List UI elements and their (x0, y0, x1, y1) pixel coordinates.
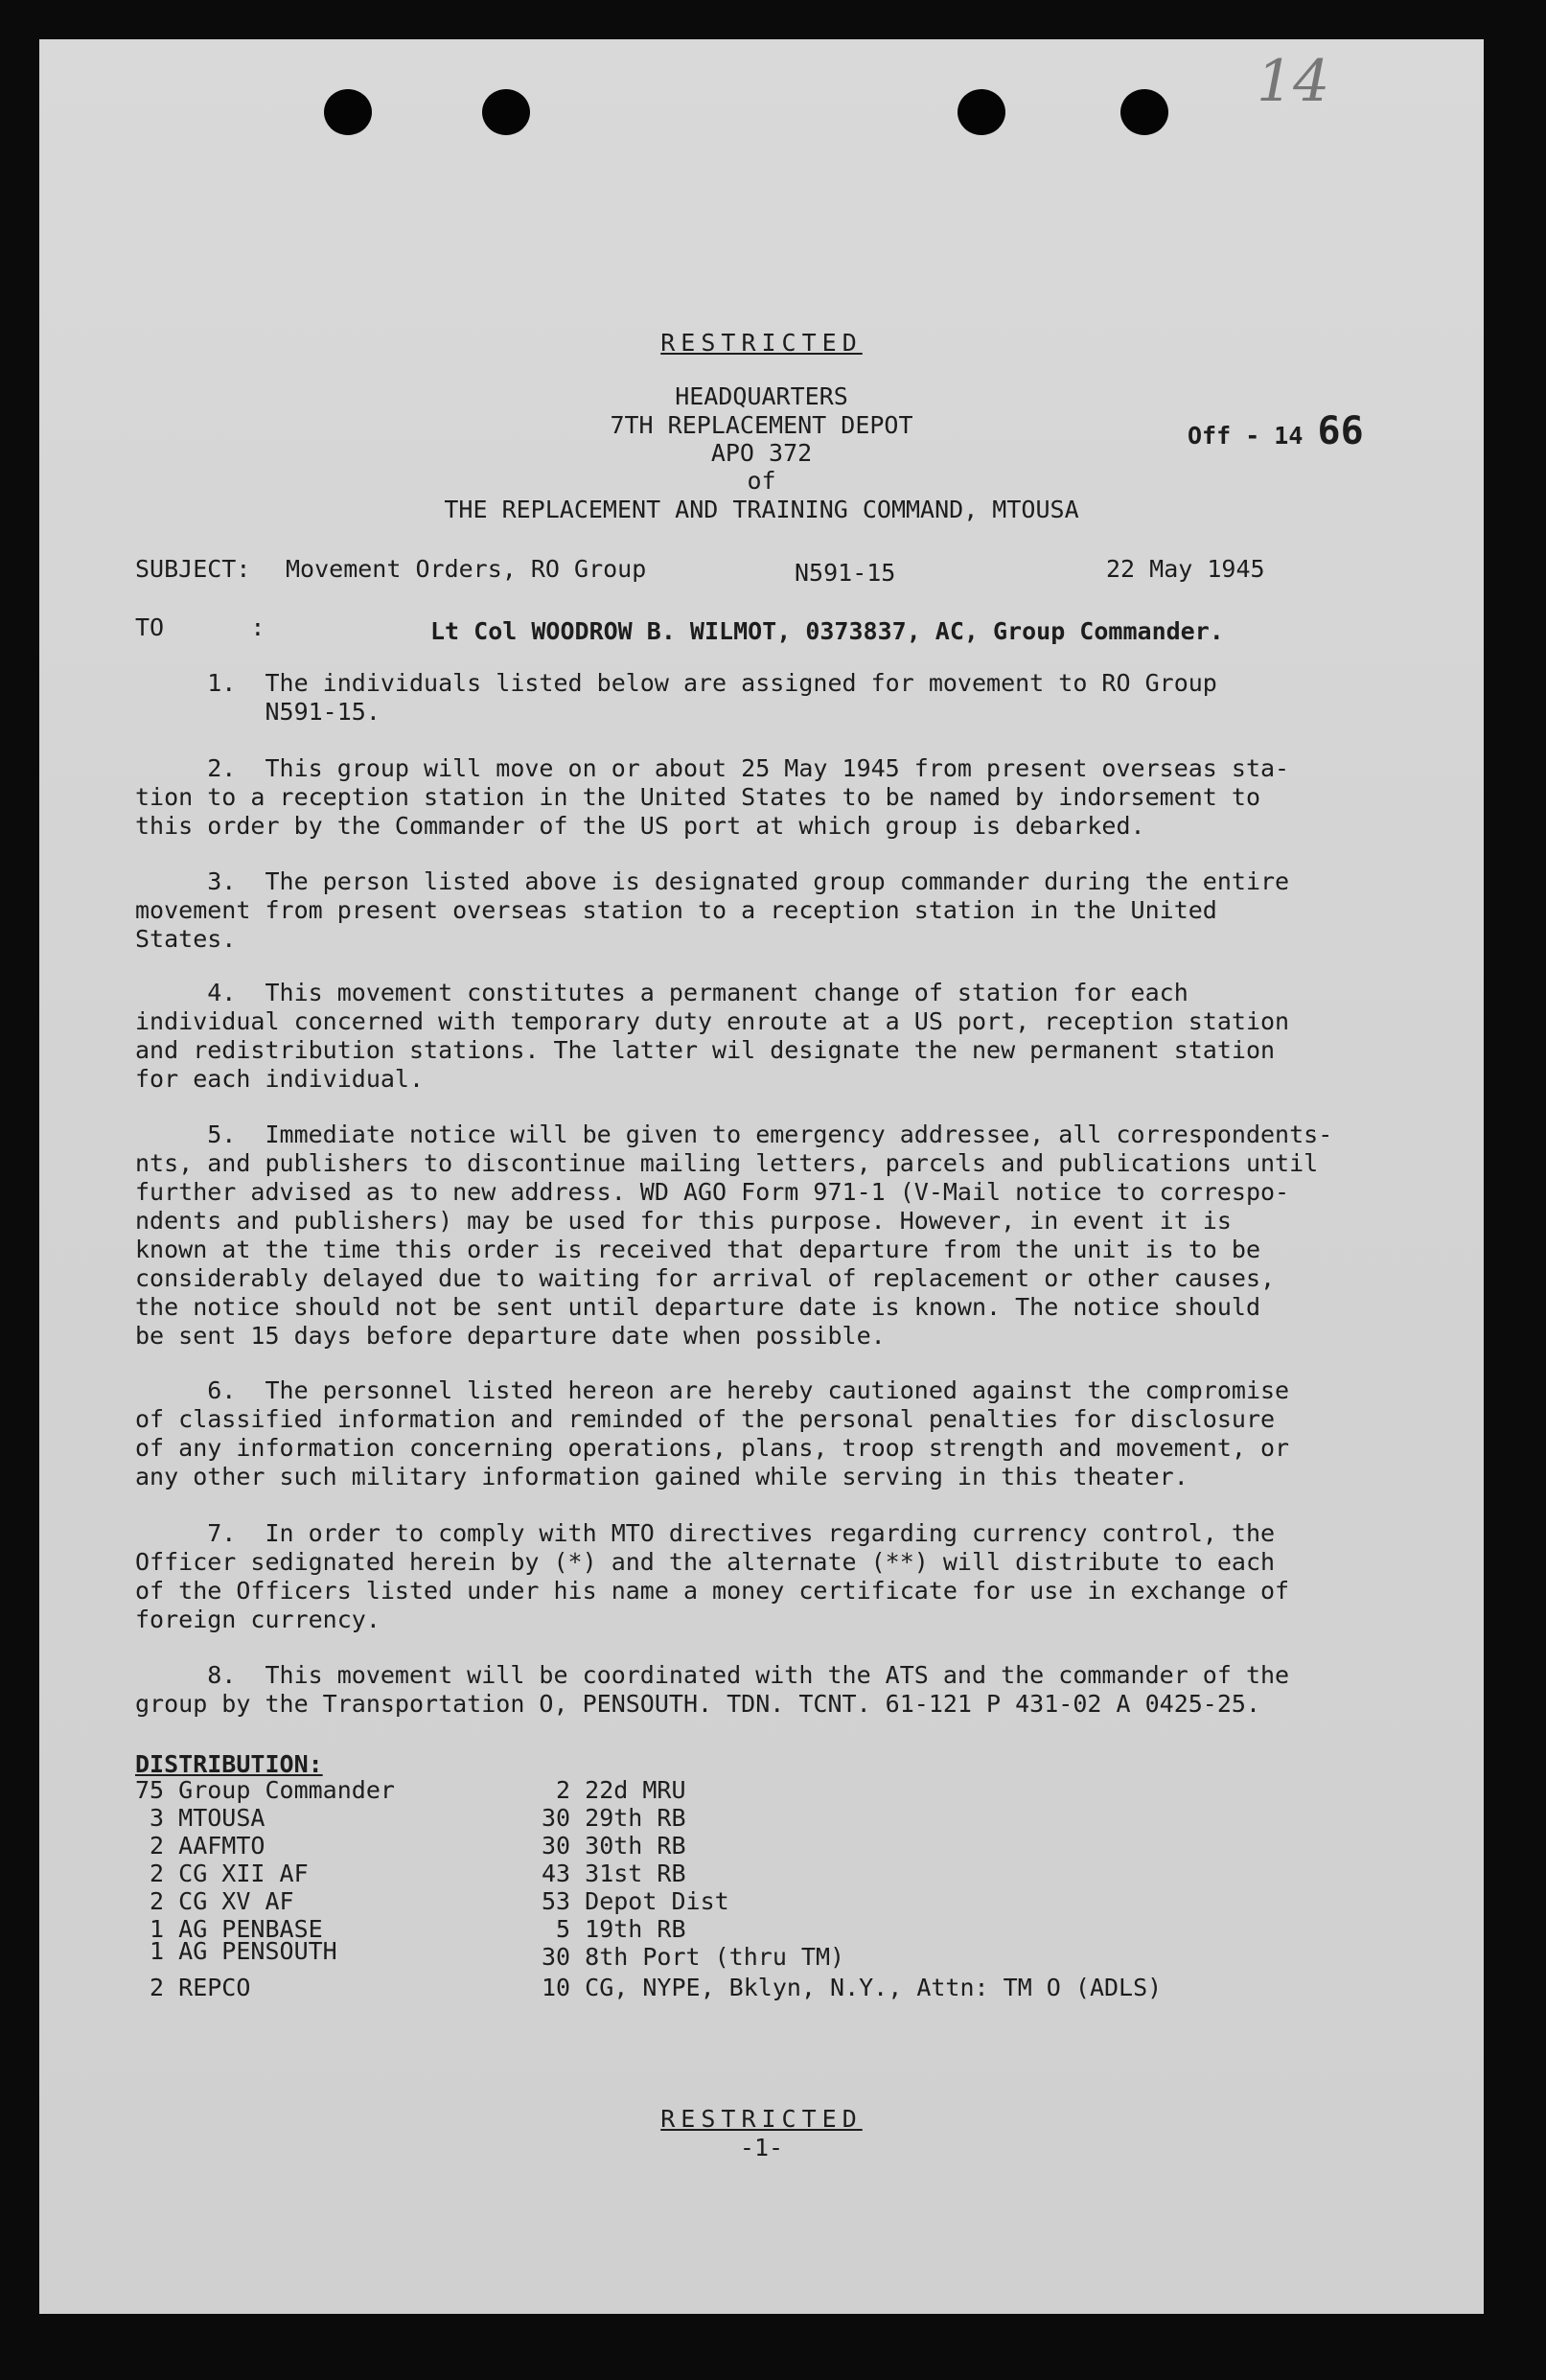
header-line-3: APO 372 (710, 439, 813, 467)
header-line-5: THE REPLACEMENT AND TRAINING COMMAND, MTOUSA (444, 496, 1079, 523)
classification-footer: RESTRICTED (660, 2105, 863, 2133)
distribution-entry: 1 AG PENBASE (135, 1915, 323, 1943)
distribution-entry: 53 Depot Dist (542, 1887, 729, 1915)
distribution-entry: 2 CG XV AF (135, 1887, 294, 1915)
page-number: -1- (739, 2134, 784, 2161)
paragraph-6: 6. The personnel listed hereon are hereby cautioned against the compromise of classified information and reminded of the personal penalties for disclosure of any information concerning operations, plans, troop strength and movement, or any other such military information gained while serving in this theater. (135, 1376, 1290, 1490)
distribution-entry: 30 8th Port (thru TM) (542, 1943, 845, 1971)
distribution-entry: 2 CG XII AF (135, 1860, 309, 1887)
document-page (39, 39, 1484, 2314)
handwritten-page-number: 14 (1257, 48, 1330, 115)
punch-hole (324, 89, 372, 135)
distribution-entry: 43 31st RB (542, 1860, 686, 1887)
classification-header: RESTRICTED (660, 329, 863, 357)
header-line-2: 7TH REPLACEMENT DEPOT (610, 411, 913, 439)
to-value: Lt Col WOODROW B. WILMOT, 0373837, AC, Group Commander. (430, 617, 1224, 645)
distribution-entry: 2 AAFMTO (135, 1832, 265, 1860)
distribution-entry: 5 19th RB (542, 1915, 686, 1943)
file-reference: Off - 14 66 (1188, 409, 1364, 453)
order-number: N591-15 (795, 559, 896, 587)
distribution-entry: 10 CG, NYPE, Bklyn, N.Y., Attn: TM O (ADLS) (542, 1974, 1163, 2001)
paragraph-8: 8. This movement will be coordinated with the ATS and the commander of the group by the Transportation O, PENSOUTH. TDN. TCNT. 61-121 P 431-02 A 0425-25. (135, 1661, 1290, 1718)
to-label: TO : (135, 613, 265, 641)
paragraph-1: 1. The individuals listed below are assigned for movement to RO Group N591-15. (135, 669, 1217, 726)
distribution-entry: 75 Group Commander (135, 1776, 395, 1804)
paragraph-7: 7. In order to comply with MTO directives regarding currency control, the Officer sedignated herein by (*) and the alternate (**) will distribute to each of the Officers listed under his name a money certificate for use in exchange of foreign currency. (135, 1519, 1290, 1633)
distribution-entry: 1 AG PENSOUTH (135, 1937, 337, 1965)
punch-hole (958, 89, 1005, 135)
header-line-1: HEADQUARTERS (675, 382, 848, 410)
paragraph-2: 2. This group will move on or about 25 May 1945 from present overseas sta- tion to a reception station in the United States to be named by indorsement to this order by the Commander of the US port at which group is debarked. (135, 754, 1290, 840)
paragraph-3: 3. The person listed above is designated group commander during the entire movement from present overseas station to a reception station in the United States. (135, 867, 1290, 953)
paragraph-5: 5. Immediate notice will be given to emergency addressee, all correspondents- nts, and publishers to discontinue mailing letters, parcels and publications until further advised as to new address. WD AGO Form 971-1 (V-Mail notice to correspo- ndents and publishers) may be used for this purpose. However, in event it is known at the time this order is received that departure from the unit is to be considerably delayed due to waiting for arrival of replacement or other causes, the notice should not be sent until departure date is known. The notice should be sent 15 days before departure date when possible. (135, 1121, 1333, 1350)
distribution-heading: DISTRIBUTION: (135, 1750, 323, 1778)
paragraph-4: 4. This movement constitutes a permanent change of station for each individual concerned with temporary duty enroute at a US port, reception station and redistribution stations. The latter wil designate the new permanent station for each individual. (135, 979, 1290, 1093)
punch-hole (1120, 89, 1168, 135)
distribution-entry: 3 MTOUSA (135, 1804, 265, 1832)
punch-hole (482, 89, 530, 135)
header-line-4: of (747, 467, 776, 495)
distribution-entry: 2 22d MRU (542, 1776, 686, 1804)
distribution-entry: 30 30th RB (542, 1832, 686, 1860)
distribution-entry: 2 REPCO (135, 1974, 251, 2001)
order-date: 22 May 1945 (1106, 555, 1265, 583)
subject-value: Movement Orders, RO Group (286, 555, 647, 583)
distribution-entry: 30 29th RB (542, 1804, 686, 1832)
subject-label: SUBJECT: (135, 555, 251, 583)
